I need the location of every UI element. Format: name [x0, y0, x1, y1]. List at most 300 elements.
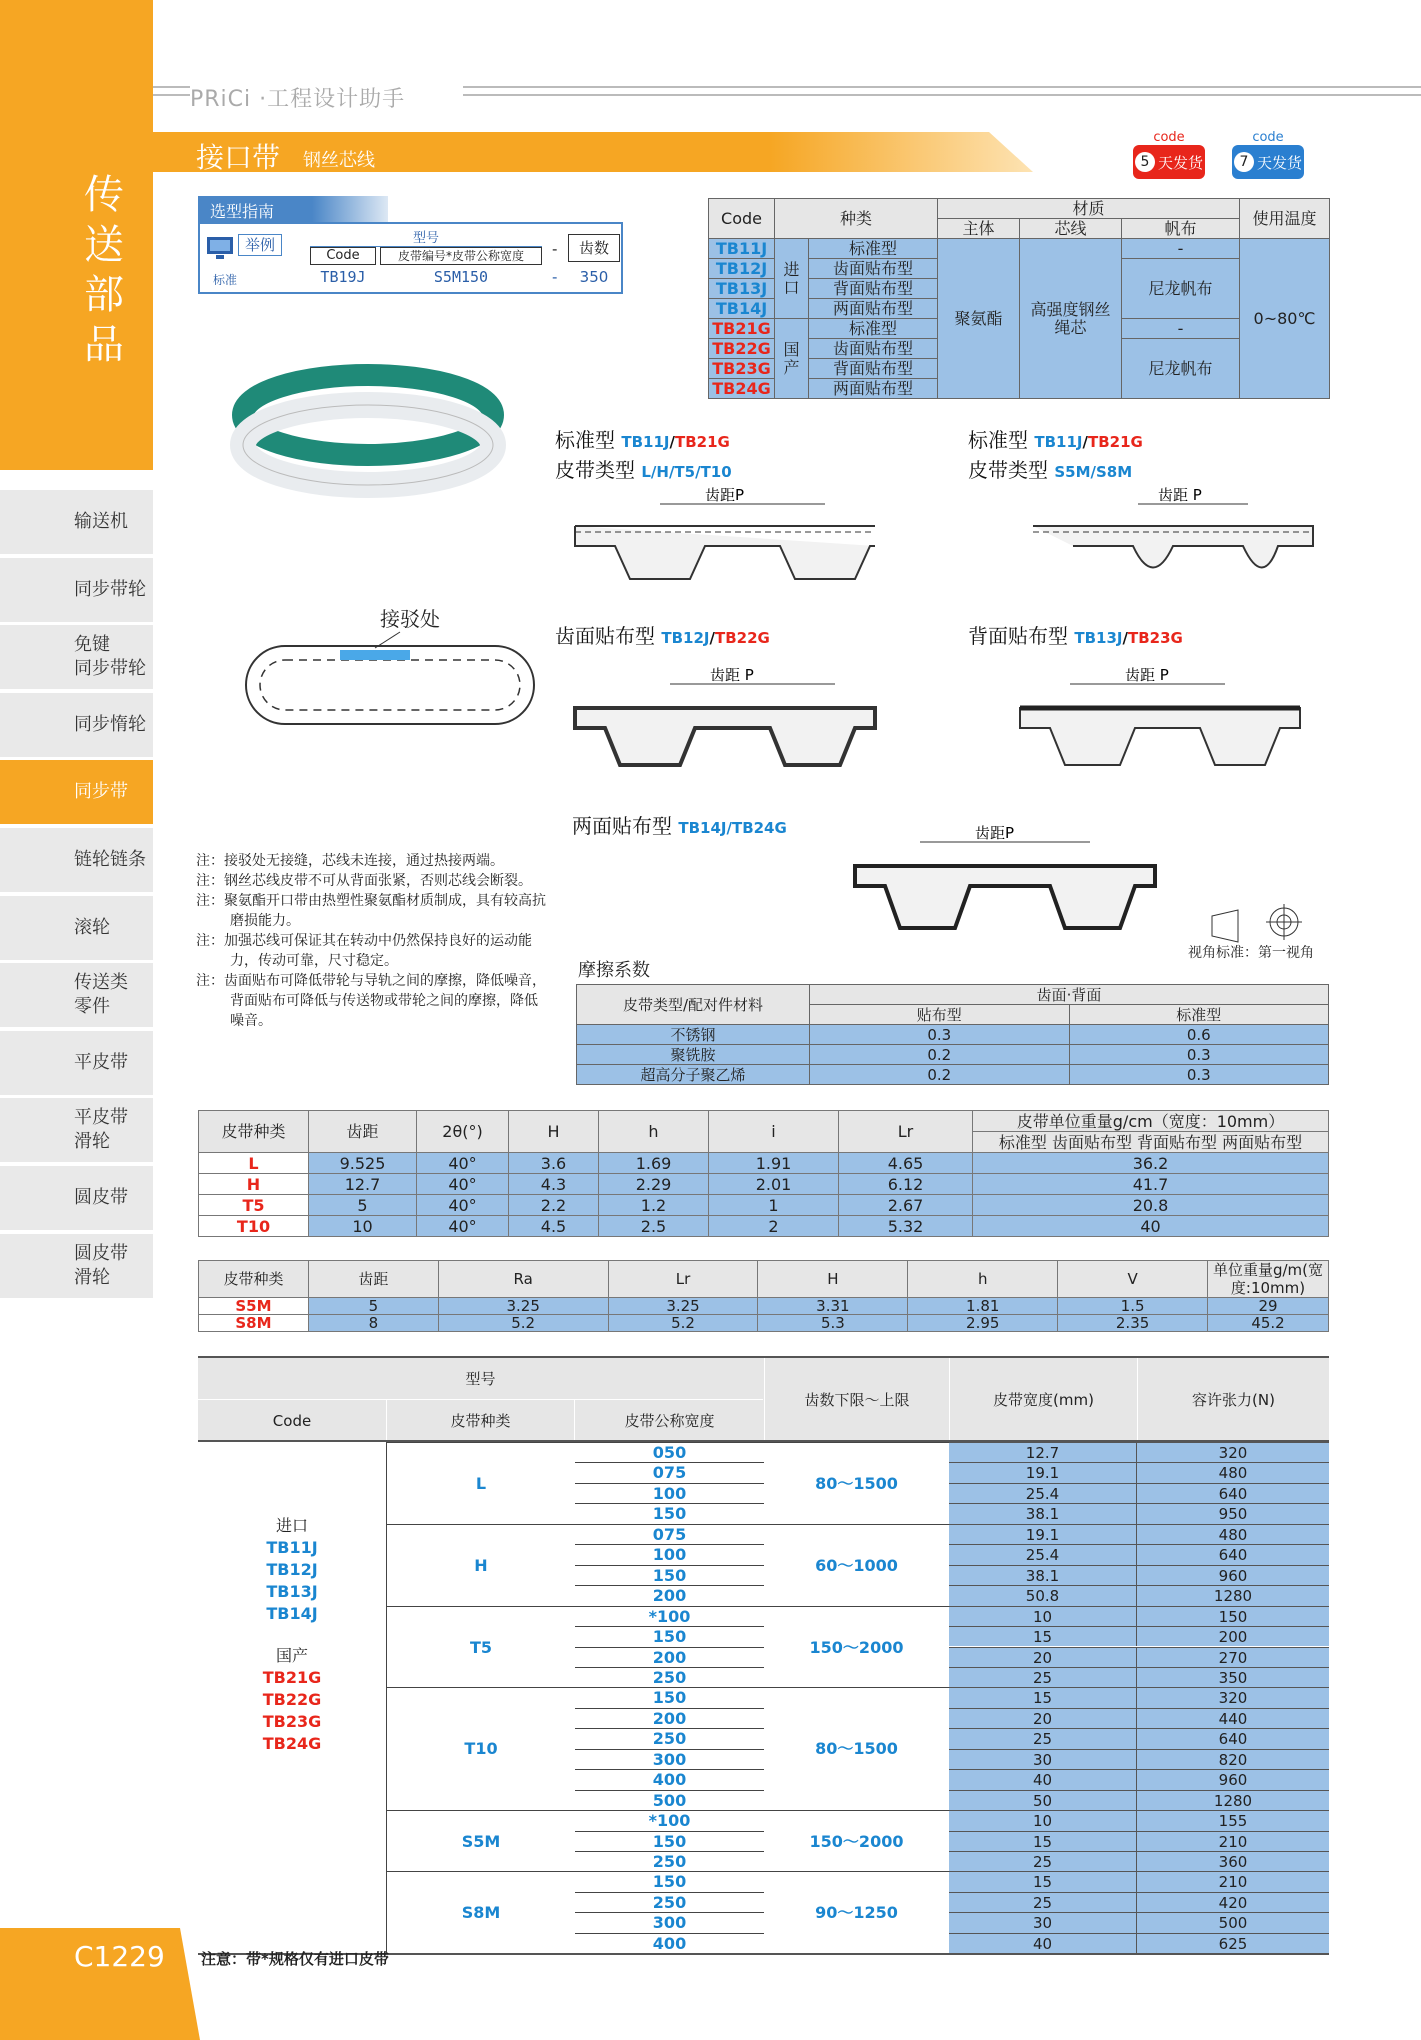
- width-code-cell: 150: [575, 1687, 764, 1707]
- type-cell: 背面贴布型: [809, 359, 938, 379]
- example-code: TB19J: [320, 268, 366, 286]
- tension-cell: 500: [1137, 1912, 1329, 1932]
- divider: [463, 86, 1421, 88]
- canvas-cell: -: [1122, 319, 1240, 339]
- th-code: Code: [272, 1412, 312, 1430]
- model-table-header: [198, 1356, 1329, 1440]
- tension-cell: 420: [1137, 1892, 1329, 1912]
- page-title: 接口带: [196, 141, 281, 174]
- sidebar-item-label: 滑轮: [74, 1131, 110, 1153]
- spec-row: [199, 1195, 1329, 1216]
- value-cell: 2.35: [1058, 1315, 1208, 1332]
- canvas-cell: -: [1122, 239, 1240, 259]
- value-cell: 10: [309, 1216, 417, 1237]
- standard-label: 标准: [213, 273, 238, 287]
- guide-box: [198, 222, 623, 294]
- th: 皮带种类: [199, 1111, 309, 1153]
- joint-label: 接驳处: [380, 607, 440, 631]
- th-standard: 标准型: [1069, 1005, 1329, 1025]
- label-code: TB21G: [674, 433, 730, 451]
- code-cell: TB23G: [709, 359, 775, 379]
- label-code: TB13J: [1074, 629, 1123, 647]
- import-code: TB11J: [266, 1538, 318, 1557]
- sidebar-item[interactable]: [0, 490, 153, 556]
- material-cell: 聚铣胺: [577, 1045, 810, 1065]
- th: V: [1058, 1261, 1208, 1298]
- sidebar-item[interactable]: [0, 1098, 153, 1164]
- spec-row: [199, 1153, 1329, 1174]
- title-bar: [153, 132, 1033, 172]
- th: i: [709, 1111, 839, 1153]
- tension-cell: 960: [1137, 1769, 1329, 1789]
- th: Lr: [608, 1261, 758, 1298]
- belt-width-cell: 15: [949, 1626, 1137, 1646]
- kind-cell: H: [387, 1524, 575, 1606]
- value-cell: 12.7: [309, 1174, 417, 1195]
- belt-width-cell: 20: [949, 1647, 1137, 1667]
- belt-width-cell: 38.1: [949, 1565, 1137, 1585]
- belt-width-cell: 25: [949, 1667, 1137, 1687]
- tension-cell: 210: [1137, 1831, 1329, 1851]
- belt-width-cell: 30: [949, 1912, 1137, 1932]
- title-char: 传: [84, 172, 124, 218]
- code-cell: TB14J: [709, 299, 775, 319]
- teeth-range-cell: 150～2000: [764, 1810, 949, 1871]
- width-code-cell: 300: [575, 1912, 764, 1932]
- profile-diagram-tooth: [555, 660, 905, 780]
- label-code: TB12J: [661, 629, 710, 647]
- sidebar-item[interactable]: [0, 760, 153, 826]
- value-cell: 6.12: [839, 1174, 973, 1195]
- tension-cell: 820: [1137, 1749, 1329, 1769]
- sidebar-item[interactable]: [0, 625, 153, 691]
- sidebar-item-label: 滚轮: [74, 916, 110, 938]
- tension-cell: 1280: [1137, 1585, 1329, 1605]
- width-code-cell: 150: [575, 1831, 764, 1851]
- kind-cell: T5: [387, 1606, 575, 1688]
- belt-width-cell: 40: [949, 1769, 1137, 1789]
- spec-row: [199, 1315, 1329, 1332]
- sidebar-item-label: 平皮带: [74, 1107, 128, 1129]
- sidebar-item-label: 传送类: [74, 972, 128, 994]
- note: 注：接驳处无接缝，芯线未连接，通过热接两端。: [196, 853, 504, 869]
- th-pair: 皮带类型/配对件材料: [577, 985, 810, 1025]
- pitch-label: 齿距 P: [710, 666, 754, 684]
- belt-width-cell: 15: [949, 1831, 1137, 1851]
- sidebar-item[interactable]: [0, 558, 153, 624]
- canvas-cell: 尼龙帆布: [1122, 259, 1240, 319]
- th-temp: 使用温度: [1240, 199, 1330, 239]
- value-cell: 5.32: [839, 1216, 973, 1237]
- note: 注：聚氨酯开口带由热塑性聚氨酯材质制成，具有较高抗磨损能力。: [196, 893, 546, 929]
- value-cell: 40°: [417, 1195, 509, 1216]
- value-cell: 0.2: [810, 1045, 1070, 1065]
- width-code-cell: 075: [575, 1462, 764, 1482]
- domestic-code: TB22G: [262, 1690, 322, 1709]
- sidebar-item-label: 同步带: [74, 781, 128, 803]
- code-cell: TB24G: [709, 379, 775, 399]
- belt-type-cell: H: [199, 1174, 309, 1195]
- value-cell: 1: [709, 1195, 839, 1216]
- sidebar-item[interactable]: [0, 1234, 153, 1300]
- value-cell: 2: [709, 1216, 839, 1237]
- th: 齿距: [308, 1261, 438, 1298]
- code-cell: TB13J: [709, 279, 775, 299]
- value-cell: 5.2: [608, 1315, 758, 1332]
- value-cell: 3.25: [608, 1298, 758, 1315]
- sidebar-item-label: 链轮链条: [74, 849, 146, 870]
- type-cell: 标准型: [809, 239, 938, 259]
- value-cell: 3.31: [758, 1298, 908, 1315]
- profile-diagram-std2: [1018, 484, 1338, 594]
- view-standard-label: 视角标准：第一视角: [1188, 945, 1314, 961]
- value-cell: 3.6: [509, 1153, 599, 1174]
- belt-width-cell: 38.1: [949, 1503, 1137, 1523]
- title-char: 部: [84, 272, 124, 318]
- note: 注：齿面贴布可降低带轮与导轨之间的摩擦，降低噪音，背面贴布可降低与传送物或带轮之间的摩擦，降低噪音。: [196, 973, 546, 1029]
- domestic-code: TB21G: [262, 1668, 322, 1687]
- belt-type-cell: T10: [199, 1216, 309, 1237]
- teeth-range-cell: 90～1250: [764, 1871, 949, 1953]
- kind-cell: S5M: [387, 1810, 575, 1871]
- import-code: TB12J: [266, 1560, 318, 1579]
- type-cell: 标准型: [809, 319, 938, 339]
- width-code-cell: 100: [575, 1483, 764, 1503]
- value-cell: 2.29: [599, 1174, 709, 1195]
- domestic-code: TB23G: [262, 1712, 322, 1731]
- width-code-cell: 500: [575, 1790, 764, 1810]
- th-canvas: 帆布: [1122, 219, 1240, 239]
- label-text: 标准型: [968, 428, 1028, 452]
- origin-cell: 国产: [775, 319, 809, 399]
- kind-cell: S8M: [387, 1871, 575, 1953]
- width-code-cell: 200: [575, 1585, 764, 1605]
- value-cell: 0.6: [1069, 1025, 1329, 1045]
- friction-title: 摩擦系数: [578, 960, 650, 981]
- value-cell: 5.3: [758, 1315, 908, 1332]
- divider: [153, 94, 190, 96]
- sidebar-item[interactable]: [0, 1031, 153, 1097]
- label-text: 皮带类型: [968, 458, 1048, 482]
- temp-cell: 0~80℃: [1240, 239, 1330, 399]
- brand-logo: PRiCi: [190, 87, 252, 112]
- belt-width-cell: 50.8: [949, 1585, 1137, 1605]
- spec-row: [199, 1216, 1329, 1237]
- example-spec: S5M150: [433, 268, 489, 286]
- brand-tagline: ·工程设计助手: [259, 87, 406, 112]
- th-coated: 贴布型: [810, 1005, 1070, 1025]
- value-cell: 5: [308, 1298, 438, 1315]
- code-label: code: [1252, 130, 1284, 145]
- tension-cell: 350: [1137, 1667, 1329, 1687]
- code-cell: TB22G: [709, 339, 775, 359]
- th-model: 型号: [198, 1358, 763, 1400]
- sidebar-item-label: 同步带轮: [74, 578, 146, 600]
- note: 注：加强芯线可保证其在转动中仍然保持良好的运动能力，传动可靠，尺寸稳定。: [196, 933, 532, 969]
- joint-diagram: [240, 630, 540, 740]
- belt-type-cell: L: [199, 1153, 309, 1174]
- th: 2θ(°): [417, 1111, 509, 1153]
- pitch-label: 齿距P: [975, 824, 1015, 842]
- friction-table: [576, 984, 1329, 1085]
- value-cell: 40°: [417, 1174, 509, 1195]
- value-cell: 1.69: [599, 1153, 709, 1174]
- teeth-range-cell: 80～1500: [764, 1442, 949, 1524]
- import-code: TB13J: [266, 1582, 318, 1601]
- code-label: code: [1153, 130, 1185, 145]
- value-cell: 0.3: [1069, 1045, 1329, 1065]
- tension-cell: 640: [1137, 1483, 1329, 1503]
- diagram-label-both: [572, 810, 787, 839]
- title-char: 品: [84, 322, 124, 368]
- label-sep: /: [709, 629, 715, 647]
- code-cell: TB12J: [709, 259, 775, 279]
- belt-type-cell: S8M: [199, 1315, 309, 1332]
- teeth-range-cell: 150～2000: [764, 1606, 949, 1688]
- label-types: S5M/S8M: [1054, 463, 1133, 481]
- value-cell: 1.5: [1058, 1298, 1208, 1315]
- diagram-label-back: [968, 620, 1183, 649]
- sidebar-item-label: 免键: [74, 634, 110, 656]
- value-cell: 40°: [417, 1153, 509, 1174]
- label-code: TB11J: [621, 433, 670, 451]
- pitch-label: 齿距P: [705, 486, 745, 504]
- th-core: 芯线: [1020, 219, 1122, 239]
- label-sep: /: [669, 433, 675, 451]
- model-code-cell: [198, 1515, 386, 1755]
- page-number: C1229: [74, 1940, 165, 1973]
- tension-cell: 960: [1137, 1565, 1329, 1585]
- tension-cell: 360: [1137, 1851, 1329, 1871]
- th-tension: 容许张力(N): [1137, 1358, 1329, 1442]
- example-teeth: 350: [579, 268, 609, 286]
- type-cell: 齿面贴布型: [809, 339, 938, 359]
- belt-width-cell: 10: [949, 1810, 1137, 1830]
- width-code-cell: *100: [575, 1606, 764, 1626]
- belt-type-cell: T5: [199, 1195, 309, 1216]
- delivery-badge-7: [1232, 130, 1304, 179]
- width-code-cell: 150: [575, 1871, 764, 1891]
- belt-width-cell: 12.7: [949, 1442, 1137, 1462]
- belt-illustration: [228, 350, 508, 510]
- tension-cell: 640: [1137, 1728, 1329, 1748]
- notes: [196, 851, 546, 1031]
- dash: -: [552, 268, 558, 286]
- tension-cell: 625: [1137, 1933, 1329, 1953]
- label-code: TB14J/TB24G: [678, 819, 787, 837]
- th-kind: 皮带种类: [386, 1400, 574, 1442]
- divider: [463, 94, 1421, 96]
- profile-diagram-back: [1000, 660, 1330, 780]
- width-code-cell: 150: [575, 1503, 764, 1523]
- th: Ra: [438, 1261, 608, 1298]
- width-code-cell: 250: [575, 1851, 764, 1871]
- width-code-cell: 400: [575, 1769, 764, 1789]
- dash: -: [552, 240, 558, 258]
- canvas-cell: 尼龙帆布: [1122, 339, 1240, 399]
- label-text: 齿面贴布型: [555, 624, 655, 648]
- th-width: 皮带公称宽度: [574, 1400, 764, 1442]
- teeth-range-cell: 80～1500: [764, 1687, 949, 1810]
- value-cell: 0.2: [810, 1065, 1070, 1085]
- belt-width-cell: 19.1: [949, 1462, 1137, 1482]
- divider: [153, 86, 190, 88]
- tension-cell: 440: [1137, 1708, 1329, 1728]
- diagram-label-std2-types: [968, 454, 1132, 483]
- value-cell: 5: [309, 1195, 417, 1216]
- th-material: 材质: [938, 199, 1240, 219]
- th: H: [758, 1261, 908, 1298]
- belt-width-cell: 30: [949, 1749, 1137, 1769]
- diagram-label-std1: [555, 424, 730, 453]
- domestic-label: 国产: [275, 1646, 308, 1665]
- value-cell: 3.25: [438, 1298, 608, 1315]
- sidebar-item-label: 同步惰轮: [74, 713, 146, 735]
- pitch-label: 齿距 P: [1125, 666, 1169, 684]
- sidebar-item-label: 平皮带: [74, 1051, 128, 1073]
- tension-cell: 640: [1137, 1544, 1329, 1564]
- type-cell: 齿面贴布型: [809, 259, 938, 279]
- tension-cell: 480: [1137, 1524, 1329, 1544]
- th-main: 主体: [938, 219, 1020, 239]
- code-cell: TB11J: [709, 239, 775, 259]
- sidebar-item-label: 输送机: [74, 511, 128, 532]
- material-table: [708, 198, 1330, 399]
- tension-cell: 950: [1137, 1503, 1329, 1523]
- belt-width-cell: 25: [949, 1851, 1137, 1871]
- tension-cell: 155: [1137, 1810, 1329, 1830]
- core-material-cell: 高强度钢丝 绳芯: [1020, 239, 1122, 399]
- label-types: L/H/T5/T10: [641, 463, 732, 481]
- width-code-cell: 250: [575, 1892, 764, 1912]
- badge-number: 7: [1234, 152, 1254, 172]
- label-text: 两面贴布型: [572, 814, 672, 838]
- domestic-code: TB24G: [262, 1734, 322, 1753]
- note: 注：钢丝芯线皮带不可从背面张紧，否则芯线会断裂。: [196, 873, 532, 889]
- code-box: Code: [310, 247, 376, 265]
- belt-type-cell: S5M: [199, 1298, 309, 1315]
- th-code: Code: [709, 199, 775, 239]
- origin-cell: 进口: [775, 239, 809, 319]
- pitch-label: 齿距 P: [1158, 486, 1202, 504]
- value-cell: 8: [308, 1315, 438, 1332]
- type-cell: 两面贴布型: [809, 299, 938, 319]
- code-cell: TB21G: [709, 319, 775, 339]
- th-belt-width: 皮带宽度(mm): [949, 1358, 1137, 1442]
- footnote: 注意：带*规格仅有进口皮带: [201, 1950, 389, 1968]
- width-code-cell: 200: [575, 1647, 764, 1667]
- width-code-cell: 050: [575, 1442, 764, 1462]
- teeth-range-cell: 60～1000: [764, 1524, 949, 1606]
- profile-diagram-both: [835, 818, 1175, 948]
- value-cell: 4.65: [839, 1153, 973, 1174]
- import-code: TB14J: [266, 1604, 318, 1623]
- sidebar-item[interactable]: [0, 896, 153, 962]
- sidebar-title: [84, 170, 124, 370]
- example-tag: 举例: [238, 234, 282, 256]
- value-cell: 9.525: [309, 1153, 417, 1174]
- width-code-cell: 400: [575, 1933, 764, 1953]
- th: h: [908, 1261, 1058, 1298]
- belt-width-cell: 50: [949, 1790, 1137, 1810]
- value-cell: 2.67: [839, 1195, 973, 1216]
- value-cell: 5.2: [438, 1315, 608, 1332]
- value-cell: 40°: [417, 1216, 509, 1237]
- badge-text: 天发货: [1256, 153, 1302, 172]
- badge-number: 5: [1135, 152, 1155, 172]
- sidebar-item[interactable]: [0, 693, 153, 759]
- diagram-label-tooth: [555, 620, 770, 649]
- th: h: [599, 1111, 709, 1153]
- tension-cell: 480: [1137, 1462, 1329, 1482]
- computer-icon: [206, 236, 234, 260]
- sidebar-item-label: 同步带轮: [74, 658, 146, 680]
- sidebar-item[interactable]: [0, 963, 153, 1029]
- tension-cell: 270: [1137, 1647, 1329, 1667]
- th-weight-sub: 标准型 齿面贴布型 背面贴布型 两面贴布型: [973, 1132, 1329, 1153]
- label-text: 标准型: [555, 428, 615, 452]
- value-cell: 1.2: [599, 1195, 709, 1216]
- belt-width-cell: 19.1: [949, 1524, 1137, 1544]
- tension-cell: 210: [1137, 1871, 1329, 1891]
- tension-cell: 150: [1137, 1606, 1329, 1626]
- value-cell: 1.81: [908, 1298, 1058, 1315]
- value-cell: 2.2: [509, 1195, 599, 1216]
- width-code-cell: 100: [575, 1544, 764, 1564]
- kind-cell: L: [387, 1442, 575, 1524]
- belt-width-cell: 25.4: [949, 1483, 1137, 1503]
- sidebar-item[interactable]: [0, 1166, 153, 1232]
- label-text: 皮带类型: [555, 458, 635, 482]
- th: H: [509, 1111, 599, 1153]
- brand: [190, 82, 405, 113]
- value-cell: 41.7: [973, 1174, 1329, 1195]
- value-cell: 2.95: [908, 1315, 1058, 1332]
- material-cell: 不锈钢: [577, 1025, 810, 1045]
- width-code-cell: 250: [575, 1667, 764, 1687]
- value-cell: 45.2: [1208, 1315, 1329, 1332]
- sidebar-item-label: 滑轮: [74, 1266, 110, 1288]
- teeth-box: 齿数: [568, 234, 620, 262]
- sidebar-item-label: 圆皮带: [74, 1242, 128, 1264]
- width-code-cell: 250: [575, 1728, 764, 1748]
- sidebar-item[interactable]: [0, 828, 153, 894]
- value-cell: 4.5: [509, 1216, 599, 1237]
- diagram-label-std1-types: [555, 454, 732, 483]
- th-surface: 齿面·背面: [810, 985, 1329, 1005]
- label-code: TB21G: [1087, 433, 1143, 451]
- delivery-badge-5: [1133, 130, 1205, 179]
- value-cell: 29: [1208, 1298, 1329, 1315]
- label-text: 背面贴布型: [968, 624, 1068, 648]
- belt-width-cell: 25: [949, 1728, 1137, 1748]
- spec-box: 皮带编号*皮带公称宽度: [380, 247, 542, 265]
- tension-cell: 320: [1137, 1687, 1329, 1707]
- belt-width-cell: 15: [949, 1871, 1137, 1891]
- tension-cell: 1280: [1137, 1790, 1329, 1810]
- th: 单位重量g/m(宽度:10mm): [1208, 1261, 1329, 1298]
- spec-table-2: [198, 1260, 1329, 1332]
- th: Lr: [839, 1111, 973, 1153]
- belt-width-cell: 25.4: [949, 1544, 1137, 1564]
- spec-table-1: [198, 1110, 1329, 1237]
- page-subtitle: 钢丝芯线: [303, 150, 375, 171]
- value-cell: 2.5: [599, 1216, 709, 1237]
- belt-width-cell: 15: [949, 1687, 1137, 1707]
- width-code-cell: 150: [575, 1626, 764, 1646]
- label-code: TB11J: [1034, 433, 1083, 451]
- type-cell: 背面贴布型: [809, 279, 938, 299]
